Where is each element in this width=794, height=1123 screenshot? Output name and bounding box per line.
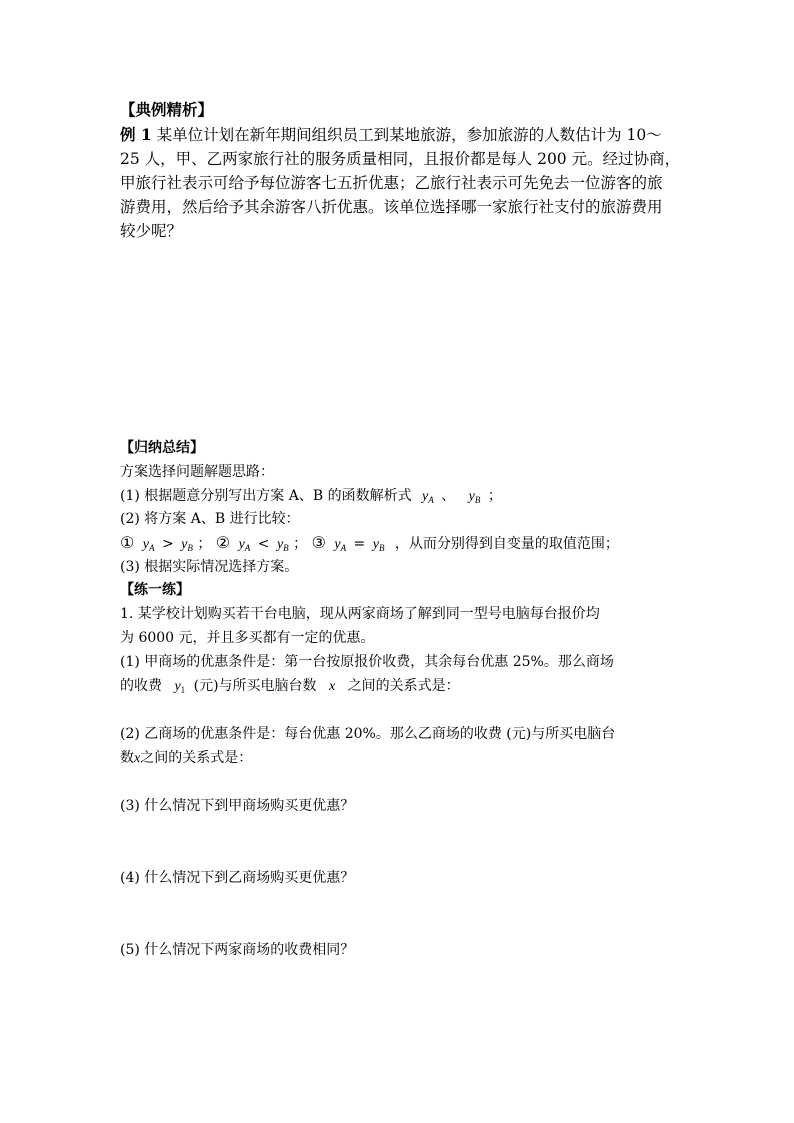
example-line-5: 较少呢？: [120, 222, 183, 240]
formula-yb: $y_B$: [468, 489, 481, 505]
step-1-separator: 、: [441, 488, 456, 504]
step-1-end: ；: [487, 488, 502, 504]
part-3: (3) 什么情况下到甲商场购买更优惠？: [120, 798, 355, 814]
part-1-line-1: (1) 甲商场的优惠条件是：第一台按原报价收费，其余每台优惠 25%。那么商场: [120, 654, 614, 670]
part-2-line-2: 数x之间的关系式是：: [120, 750, 253, 766]
part-2-line-1: (2) 乙商场的优惠条件是：每台优惠 20%。那么乙商场的收费 (元)与所买电脑台: [120, 726, 616, 742]
practice-heading: 【练一练】: [120, 582, 190, 598]
step-1-text: (1) 根据题意分别写出方案 A、B 的函数解析式: [120, 488, 412, 504]
example-line-3: 甲旅行社表示可给予每位游客七五折优惠；乙旅行社表示可先免去一位游客的旅: [120, 174, 663, 192]
circle-3: ③: [311, 533, 326, 552]
summary-heading: 【归纳总结】: [120, 440, 204, 456]
example-line-2: 25 人，甲、乙两家旅行社的服务质量相同，且报价都是每人 200 元。经过协商，: [120, 150, 681, 168]
part-4: (4) 什么情况下到乙商场购买更优惠？: [120, 870, 355, 886]
circle-1: ①: [120, 533, 135, 552]
comparison-end: ，从而分别得到自变量的取值范围；: [394, 536, 619, 552]
example-line-1-text: 某单位计划在新年期间组织员工到某地旅游，参加旅游的人数估计为 10～: [156, 126, 662, 144]
variable-x-2: x: [134, 751, 141, 766]
example-heading: 【典例精析】: [120, 100, 214, 119]
example-label: 例 1: [120, 125, 152, 144]
question-1-line-1: 1. 某学校计划购买若干台电脑，现从两家商场了解到同一型号电脑每台报价均: [120, 606, 600, 622]
summary-step-1: [120, 487, 505, 509]
example-line-1: [120, 124, 662, 146]
summary-intro: 方案选择问题解题思路：: [120, 464, 274, 480]
greater-than: >: [161, 536, 174, 552]
formula-ya: $y_A$: [422, 489, 434, 505]
summary-step-2: (2) 将方案 A、B 进行比较：: [120, 511, 300, 527]
circle-2: ②: [215, 533, 231, 552]
variable-y1: $y_1$: [174, 679, 186, 695]
part-5: (5) 什么情况下两家商场的收费相同？: [120, 942, 355, 958]
example-line-4: 游费用，然后给予其余游客八折优惠。该单位选择哪一家旅行社支付的旅游费用: [120, 198, 663, 216]
equals: =: [353, 536, 366, 552]
less-than: <: [257, 536, 270, 552]
part-1-line-2: 的收费 $y_1$ (元)与所买电脑台数 x 之间的关系式是：: [120, 678, 460, 695]
summary-comparisons: ① $y_A > y_B$ ； ② $y_A < y_B$ ； ③ $y_A = y_B$ ，从而分别得到自变量的取值范围；: [120, 533, 619, 553]
variable-x: x: [329, 679, 336, 694]
question-1-line-2: 为 6000 元，并且多买都有一定的优惠。: [120, 630, 375, 646]
summary-step-3: (3) 根据实际情况选择方案。: [120, 559, 299, 575]
